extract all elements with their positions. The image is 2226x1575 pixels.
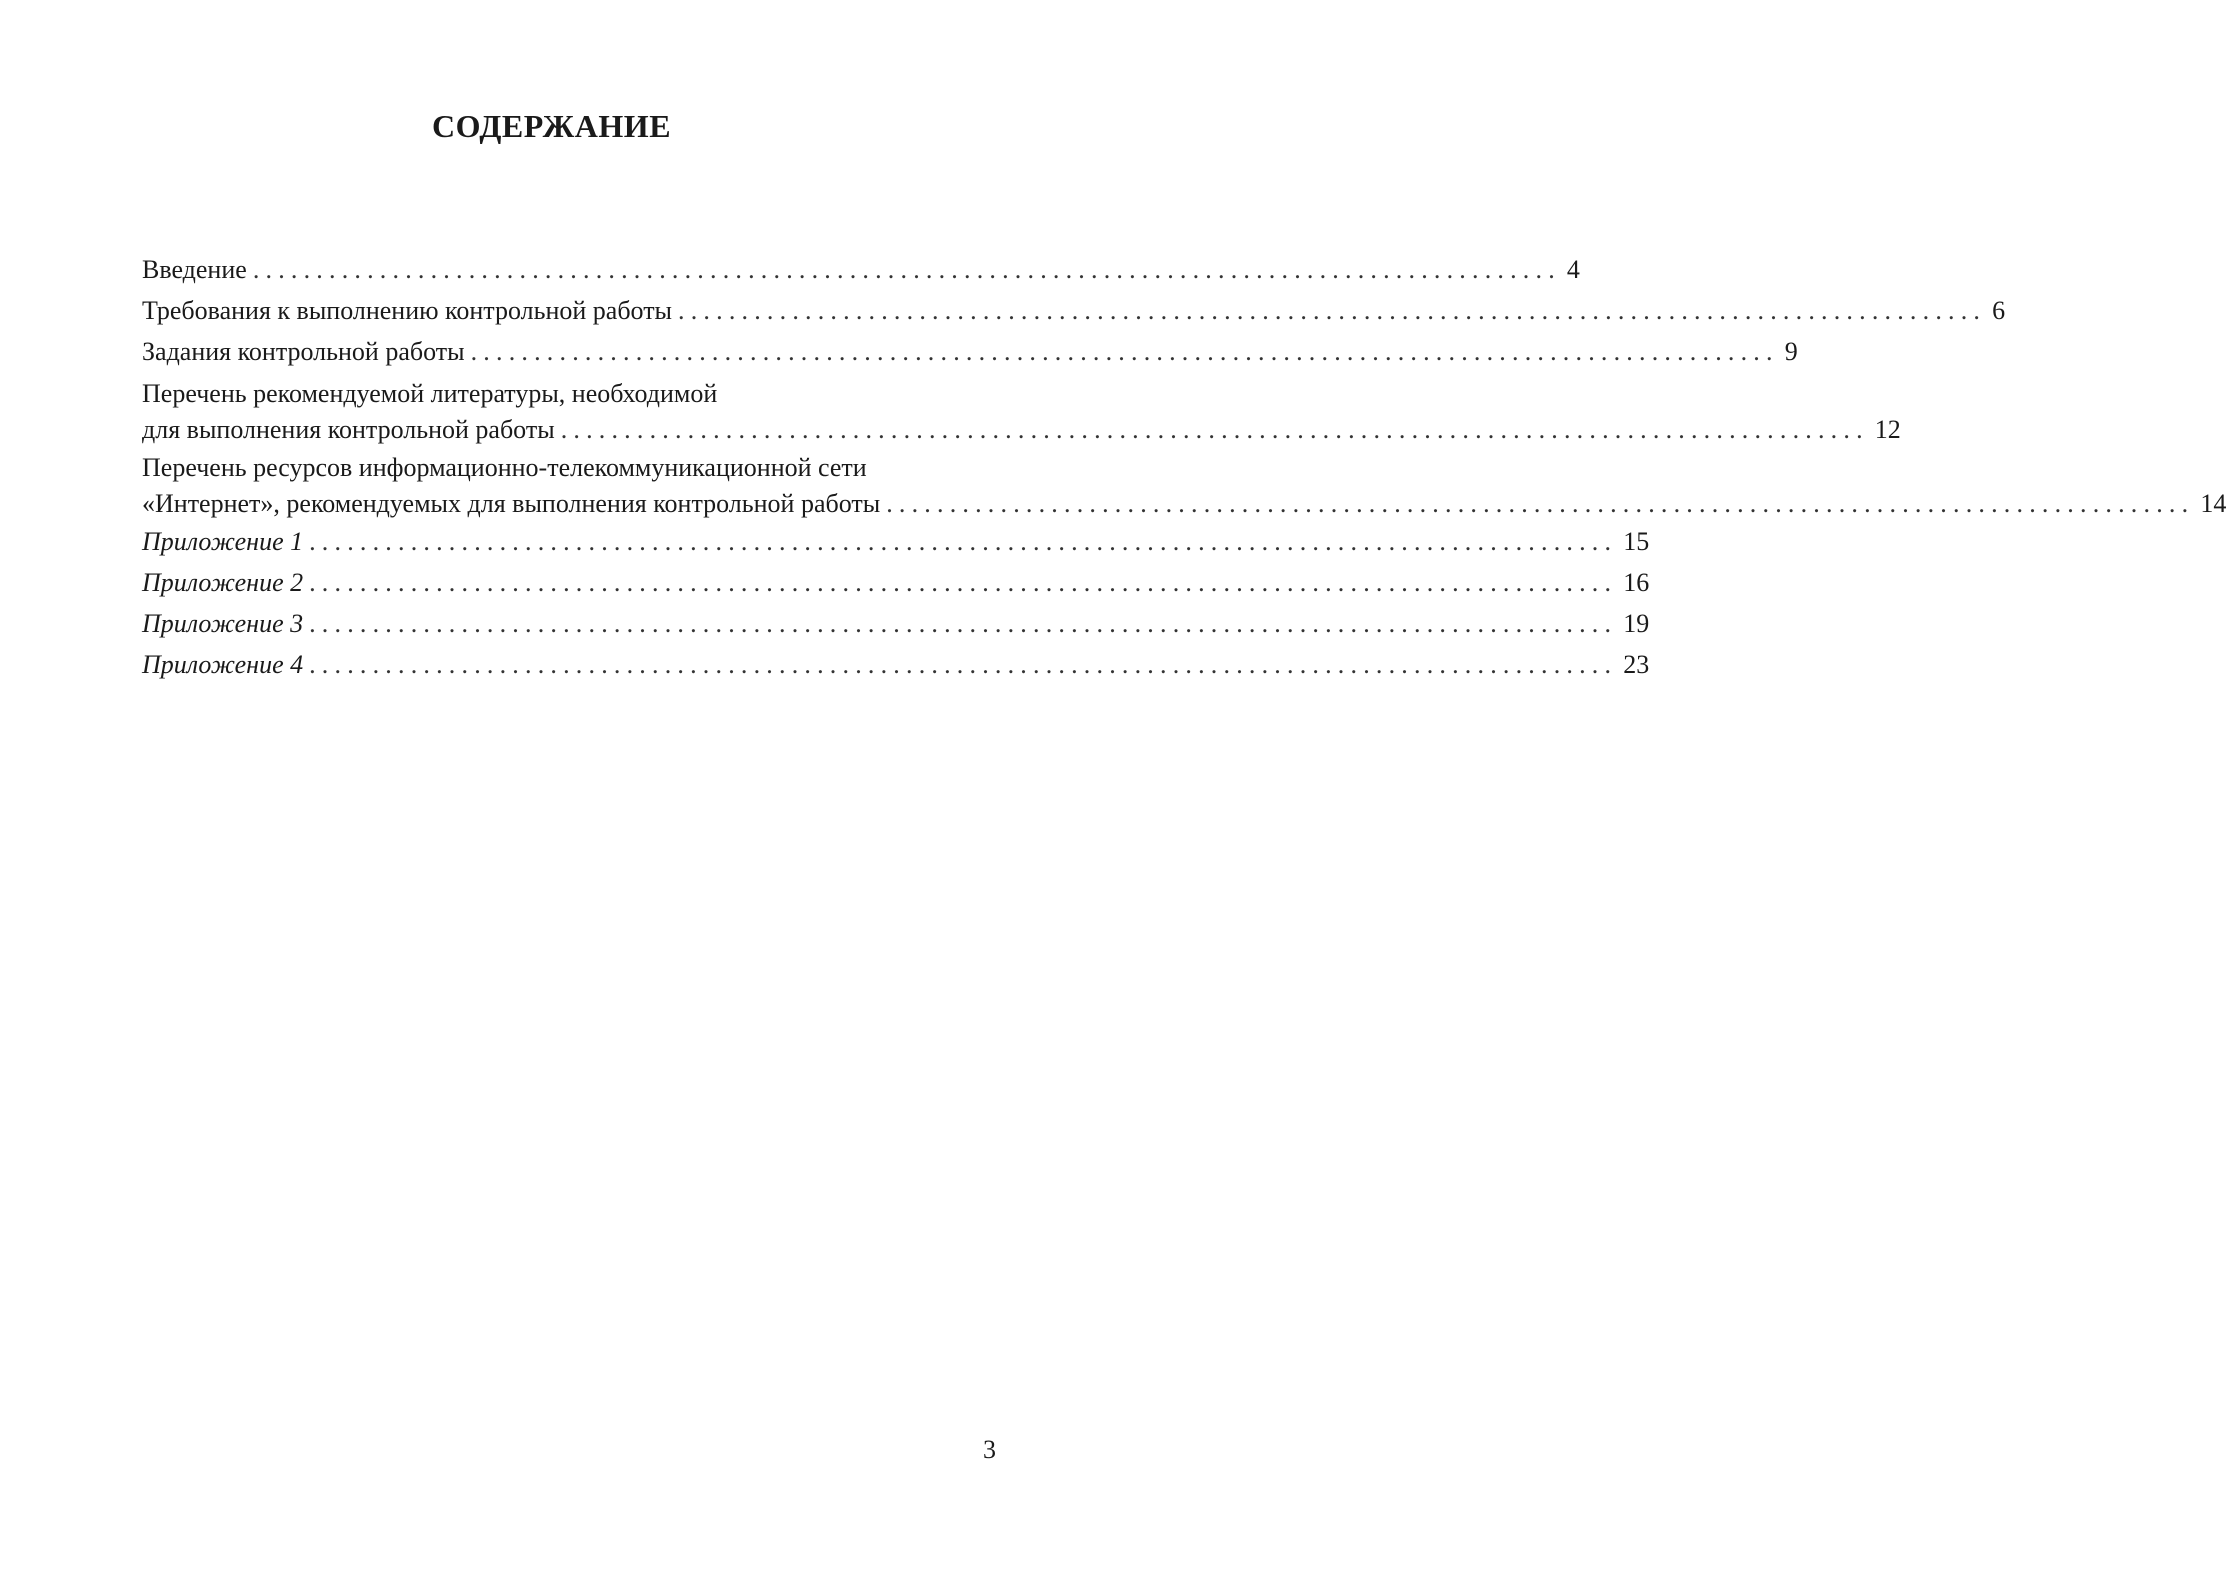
toc-entry-page: 6 <box>1992 296 2006 325</box>
dot-leader: ....................................................................................................... <box>309 609 1618 638</box>
toc-entry-internet-resources[interactable] <box>142 450 2226 522</box>
toc-entry-literature[interactable] <box>142 376 1901 448</box>
toc-entry-appendix-2[interactable] <box>142 565 1650 601</box>
dot-leader: ....................................................................................................... <box>252 255 1561 284</box>
dot-leader: ....................................................................................................... <box>309 568 1618 597</box>
toc-entry-label-line1: Перечень рекомендуемой литературы, необходимой <box>142 379 718 408</box>
toc-entry-label-line1: Перечень ресурсов информационно-телекоммуникационной сети <box>142 453 867 482</box>
toc-entry-assignments[interactable] <box>142 334 1798 370</box>
toc-entry-appendix-4[interactable] <box>142 647 1650 683</box>
toc-entry-page: 19 <box>1623 609 1650 638</box>
toc-entry-appendix-1[interactable] <box>142 524 1650 560</box>
toc-entry-appendix-3[interactable] <box>142 606 1650 642</box>
page-title: СОДЕРЖАНИЕ <box>431 108 672 144</box>
dot-leader: ....................................................................................................... <box>678 296 1987 325</box>
toc-entry-page: 15 <box>1623 527 1650 556</box>
toc-entry-page: 4 <box>1566 255 1580 284</box>
toc-entry-label: Приложение 4 <box>142 650 304 679</box>
toc-entry-label: «Интернет», рекомендуемых для выполнения контрольной работы <box>142 489 881 518</box>
toc-entry-introduction[interactable] <box>142 252 1580 288</box>
toc-entry-requirements[interactable] <box>142 293 2006 329</box>
dot-leader: ....................................................................................................... <box>309 527 1618 556</box>
dot-leader: ....................................................................................................... <box>560 415 1869 444</box>
page-number: 3 <box>983 1435 996 1464</box>
toc-entry-label: Требования к выполнению контрольной работы <box>142 296 673 325</box>
toc-entry-page: 12 <box>1874 415 1901 444</box>
toc-entry-label: для выполнения контрольной работы <box>142 415 555 444</box>
toc-entry-label: Задания контрольной работы <box>142 337 465 366</box>
dot-leader: ....................................................................................................... <box>886 489 2195 518</box>
toc-entry-label: Приложение 3 <box>142 609 304 638</box>
dot-leader: ....................................................................................................... <box>470 337 1779 366</box>
dot-leader: ....................................................................................................... <box>309 650 1618 679</box>
toc-entry-page: 14 <box>2200 489 2226 518</box>
toc-entry-page: 16 <box>1623 568 1650 597</box>
toc-entry-label: Приложение 2 <box>142 568 304 597</box>
toc-entry-page: 23 <box>1623 650 1650 679</box>
toc-entry-label: Приложение 1 <box>142 527 304 556</box>
toc-entry-page: 9 <box>1784 337 1798 366</box>
toc-entry-label: Введение <box>142 255 247 284</box>
